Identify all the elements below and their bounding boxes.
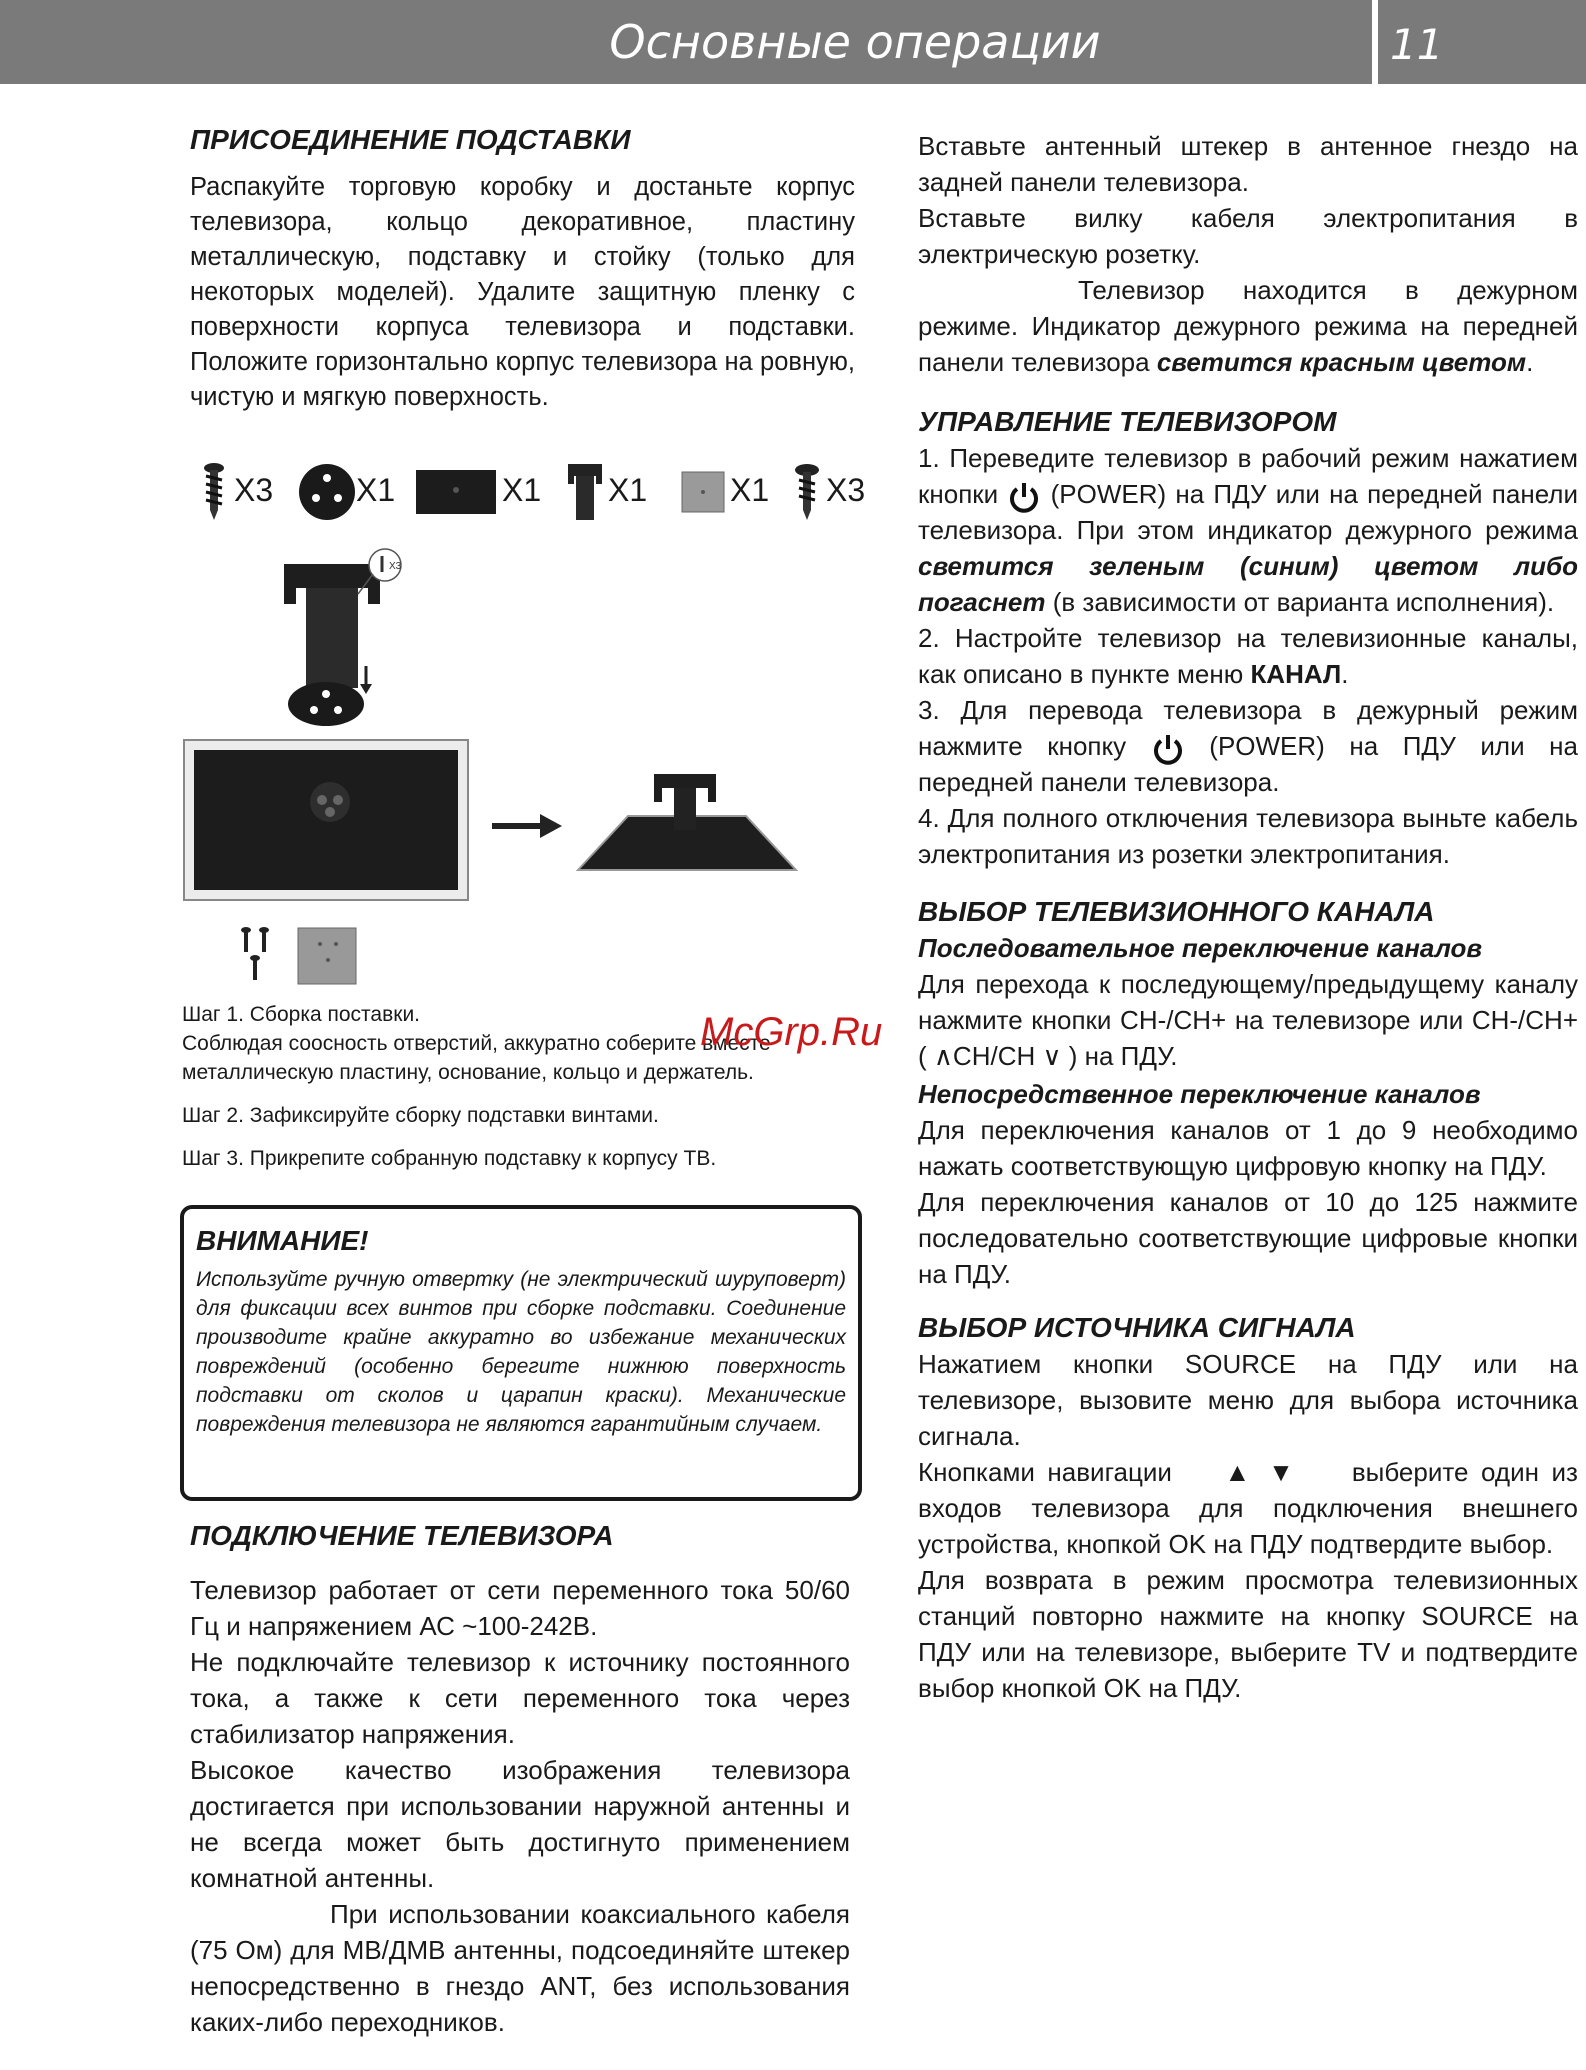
control-item-3-text-2: (POWER) на ПДУ или на передней панели телевизора. <box>918 731 1578 797</box>
control-item-2-period: . <box>1341 659 1349 689</box>
step-1-text: Соблюдая соосность отверстий, аккуратно соберите вместе металлическую пластину, основание, кольцо и держатель. <box>182 1032 771 1084</box>
power-plug-paragraph: Вставьте вилку кабеля электропитания в электрическую розетку. <box>918 203 1578 269</box>
channel-paragraph-2: Для переключения каналов от 1 до 9 необходимо нажать соответствующую цифровую кнопку на ПДУ. <box>918 1115 1578 1181</box>
source-nav-text: Кнопками навигации <box>918 1457 1172 1487</box>
parts-row <box>196 462 876 522</box>
standby-period: . <box>1526 347 1534 377</box>
control-item-1-text-2: (POWER) на ПДУ или на передней панели телевизора. При этом индикатор дежурного режима <box>918 479 1578 545</box>
control-item-3 <box>918 692 1578 800</box>
control-item-3-text: 3. Для перевода телевизора в дежурный режим нажмите кнопку <box>918 695 1578 761</box>
channel-sub-1: Последовательное переключение каналов <box>918 933 1483 963</box>
control-heading: УПРАВЛЕНИЕ ТЕЛЕВИЗОРОМ <box>918 406 1337 437</box>
nav-arrows-icon: ▲ ▼ <box>1224 1457 1300 1487</box>
source-paragraph-1: Нажатием кнопки SOURCE на ПДУ или на телевизоре, вызовите меню для выбора источника сигнала. <box>918 1349 1578 1451</box>
screw-icon <box>196 462 232 522</box>
connect-paragraph-3: Высокое качество изображения телевизора достигается при использовании наружной антенны и не всегда может быть достигнуто применением комнатной антенны. <box>190 1755 850 1893</box>
step-3-text: Шаг 3. Прикрепите собранную подставку к корпусу ТВ. <box>182 1147 717 1170</box>
part-qty: X1 <box>502 472 542 508</box>
control-item-4: 4. Для полного отключения телевизора выньте кабель электропитания из розетки электропитания. <box>918 803 1578 869</box>
connect-paragraph-1: Телевизор работает от сети переменного тока 50/60 Гц и напряжением АС ~100-242В. <box>190 1575 850 1641</box>
part-qty: X1 <box>608 472 648 508</box>
source-paragraph-2 <box>918 1454 1578 1562</box>
callout-qty: X3 <box>389 561 402 572</box>
connect-paragraph-2: Не подключайте телевизор к источнику постоянного тока, а также к сети переменного тока через стабилизатор напряжения. <box>190 1647 850 1749</box>
step-2-text: Шаг 2. Зафиксируйте сборку подставки винтами. <box>182 1104 659 1127</box>
connect-paragraph-4: При использовании коаксиального кабеля (75 Ом) для МВ/ДМВ антенны, подсоединяйте штекер непосредственно в гнездо ANT, без использования каких-либо переходников. <box>190 1899 850 2037</box>
part-qty: X3 <box>826 472 866 508</box>
source-nav-text-2: выберите один из входов телевизора для подключения внешнего устройства, кнопкой OK на ПДУ подтвердите выбор. <box>918 1457 1578 1559</box>
antenna-paragraph: Вставьте антенный штекер в антенное гнездо на задней панели телевизора. <box>918 131 1578 197</box>
control-item-2 <box>918 620 1578 692</box>
control-item-1-emphasis: светится зеленым (синим) цветом либо погаснет <box>918 551 1578 617</box>
warning-text: Используйте ручную отвертку (не электрический шуруповерт) для фиксации всех винтов при сборке подставки. Соединение производите крайне аккуратно во избежание механических повреждений (особенно берегите нижнюю поверхность подставки от сколов и царапин краски). Механические повреждения телевизора не являются гарантийным случаем. <box>196 1268 846 1436</box>
control-item-1-text-3: (в зависимости от варианта исполнения). <box>1045 587 1555 617</box>
channel-heading: ВЫБОР ТЕЛЕВИЗИОННОГО КАНАЛА <box>918 896 1435 927</box>
warning-title: ВНИМАНИЕ! <box>196 1225 369 1256</box>
ring-icon <box>296 462 358 522</box>
connect-heading: ПОДКЛЮЧЕНИЕ ТЕЛЕВИЗОРА <box>190 1520 614 1551</box>
step-1-title: Шаг 1. Сборка поставки. <box>182 1003 421 1026</box>
assembly-diagram <box>180 540 880 990</box>
power-icon <box>1007 481 1041 511</box>
watermark: McGrp.Ru <box>700 1010 883 1054</box>
stand-section <box>190 122 855 415</box>
channel-paragraph-3: Для переключения каналов от 10 до 125 нажмите последовательно соответствующие цифровые кнопки на ПДУ. <box>918 1187 1578 1289</box>
channel-paragraph-1: Для перехода к последующему/предыдущему каналу нажмите кнопки CH-/CH+ на телевизоре или CH-/CH+ ( ∧CH/CH ∨ ) на ПДУ. <box>918 969 1578 1071</box>
screw-icon <box>790 462 824 522</box>
metal-plate-icon <box>680 462 726 522</box>
source-paragraph-3: Для возврата в режим просмотра телевизионных станций повторно нажмите на кнопку SOURCE на ПДУ или на телевизоре, выберите TV и подтвердите выбор кнопкой OK на ПДУ. <box>918 1565 1578 1703</box>
page-title: Основные операции <box>609 15 1101 69</box>
part-qty: X1 <box>356 472 396 508</box>
stand-heading: ПРИСОЕДИНЕНИЕ ПОДСТАВКИ <box>190 124 631 155</box>
power-icon <box>1151 733 1185 763</box>
right-column <box>918 128 1578 1706</box>
channel-menu-label: КАНАЛ <box>1250 659 1342 689</box>
stand-paragraph: Распакуйте торговую коробку и достаньте корпус телевизора, кольцо декоративное, пластину металлическую, подставку и стойку (только для некоторых моделей). Удалите защитную пленку с поверхности корпуса телевизора и подставки. Положите горизонтально корпус телевизора на ровную, чистую и мягкую поверхность. <box>190 173 855 411</box>
control-item-1-text: 1. Переведите телевизор в рабочий режим нажатием кнопки <box>918 443 1578 509</box>
base-plate-icon <box>416 462 496 522</box>
header-separator <box>1372 0 1378 84</box>
control-item-1 <box>918 440 1578 620</box>
standby-text: Телевизор находится в дежурном режиме. Индикатор дежурного режима на передней панели телевизора <box>918 275 1578 377</box>
part-qty: X3 <box>234 472 274 508</box>
control-item-2-text: 2. Настройте телевизор на телевизионные каналы, как описано в пункте меню <box>918 623 1578 689</box>
part-qty: X1 <box>730 472 770 508</box>
source-heading: ВЫБОР ИСТОЧНИКА СИГНАЛА <box>918 1312 1356 1343</box>
connect-section <box>190 1518 850 2040</box>
channel-sub-2: Непосредственное переключение каналов <box>918 1079 1481 1109</box>
page-number: 11 <box>1390 20 1444 69</box>
standby-emphasis: светится красным цветом <box>1156 347 1527 377</box>
holder-icon <box>568 462 602 522</box>
warning-box <box>180 1205 862 1501</box>
standby-paragraph <box>918 272 1578 380</box>
